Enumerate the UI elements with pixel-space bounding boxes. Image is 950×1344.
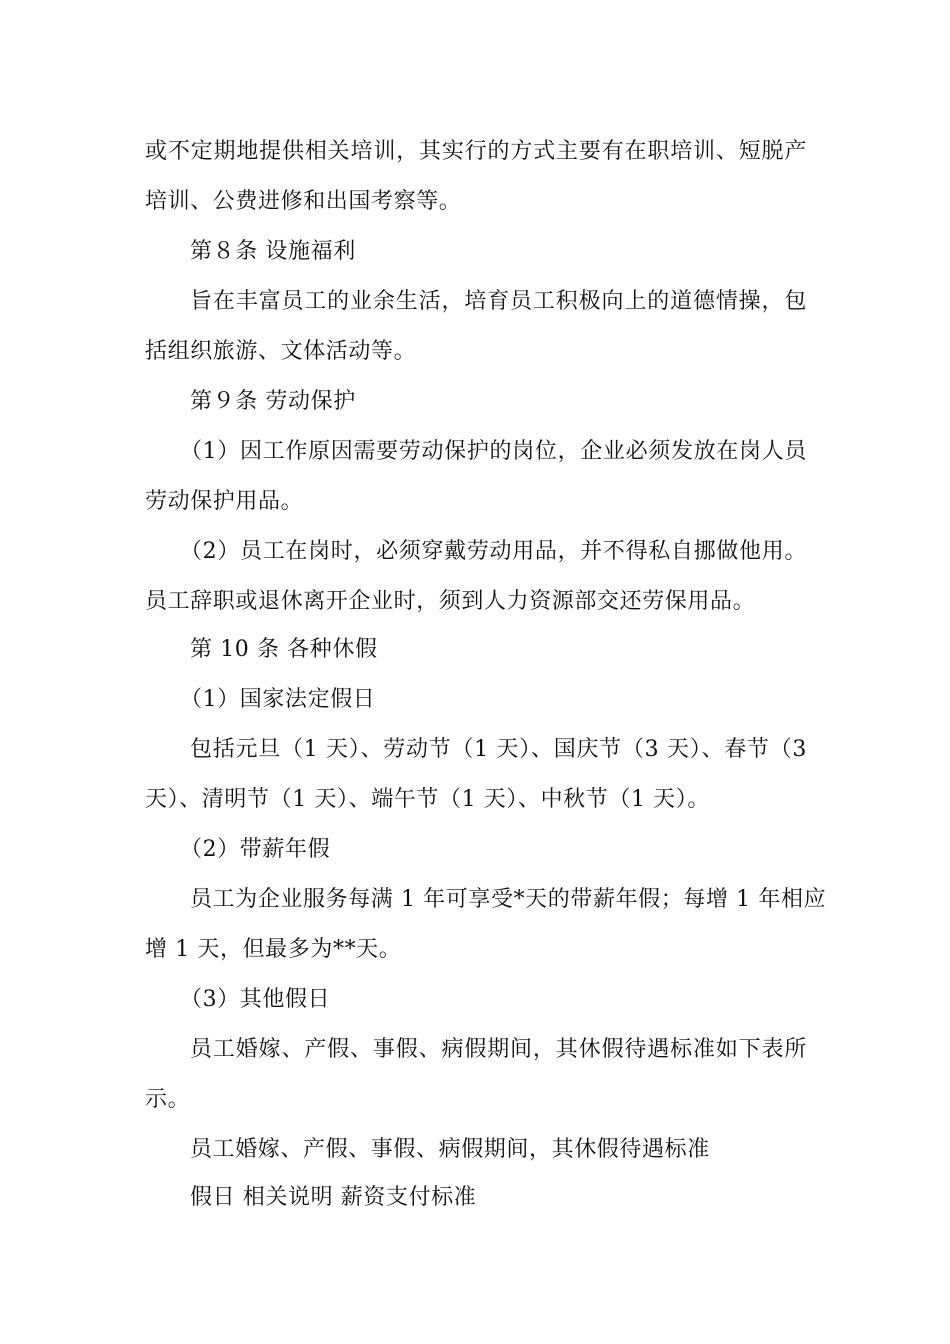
section-heading: 第９条 劳动保护 <box>190 389 356 414</box>
text-line: 包括元旦（1 天）、劳动节（1 天）、国庆节（3 天）、春节（3 <box>190 737 807 762</box>
text-line: 员工辞职或退休离开企业时，须到人力资源部交还劳保用品。 <box>145 589 756 614</box>
subheading: （2）带薪年假 <box>180 837 331 862</box>
subheading: （3）其他假日 <box>180 987 331 1012</box>
text-line: 培训、公费进修和出国考察等。 <box>145 189 462 214</box>
text-line: （2）员工在岗时，必须穿戴劳动用品，并不得私自挪做他用。 <box>180 539 807 564</box>
text-line: 括组织旅游、文体活动等。 <box>145 339 417 364</box>
subheading: （1）国家法定假日 <box>180 687 376 712</box>
text-line: 示。 <box>145 1087 191 1112</box>
text-line: 天）、清明节（1 天）、端午节（1 天）、中秋节（1 天）。 <box>145 787 710 812</box>
text-line: 员工为企业服务每满 1 年可享受*天的带薪年假；每增 1 年相应 <box>190 887 827 912</box>
section-heading: 第 10 条 各种休假 <box>190 637 378 662</box>
table-header-row: 假日 相关说明 薪资支付标准 <box>190 1185 477 1210</box>
text-line: 增 1 天，但最多为**天。 <box>145 937 402 962</box>
text-line: 或不定期地提供相关培训，其实行的方式主要有在职培训、短脱产 <box>145 139 807 164</box>
text-line: （1）因工作原因需要劳动保护的岗位，企业必须发放在岗人员 <box>180 439 807 464</box>
table-caption: 员工婚嫁、产假、事假、病假期间，其休假待遇标准 <box>190 1137 710 1162</box>
text-line: 员工婚嫁、产假、事假、病假期间，其休假待遇标准如下表所 <box>190 1037 807 1062</box>
text-line: 旨在丰富员工的业余生活，培育员工积极向上的道德情操，包 <box>190 289 807 314</box>
text-line: 劳动保护用品。 <box>145 489 304 514</box>
section-heading: 第８条 设施福利 <box>190 239 356 264</box>
